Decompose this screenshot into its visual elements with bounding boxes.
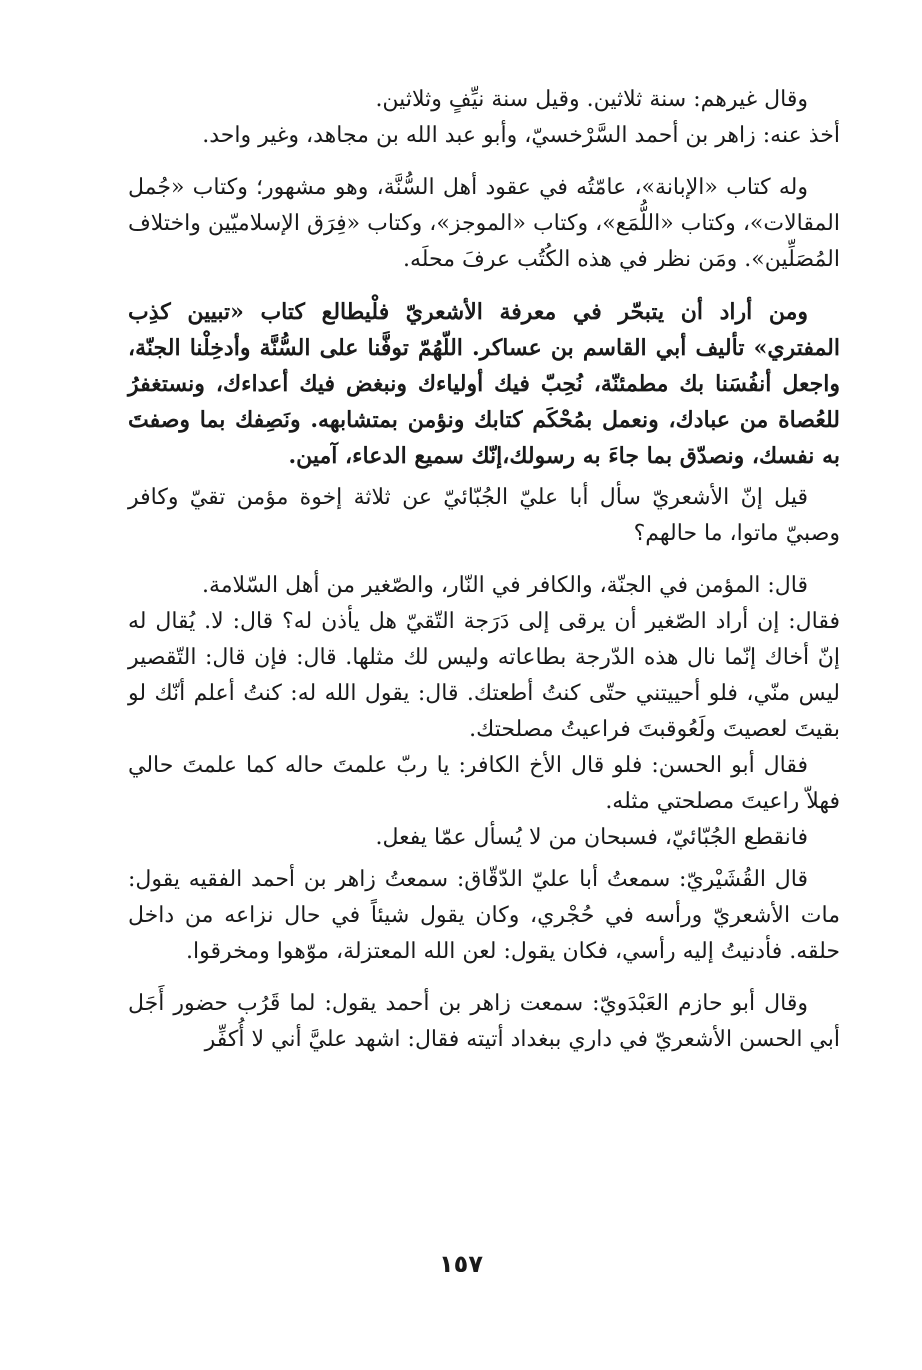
paragraph-2: أخذ عنه: زاهر بن أحمد السَّرْخسيّ، وأبو عبد الله بن مجاهد، وغير واحد. <box>202 123 840 148</box>
paragraph-3: وله كتاب «الإبانة»، عامّتُه في عقود أهل السُّنَّة، وهو مشهور؛ وكتاب «جُمل المقالات»، وكتاب «اللُّمَع»، وكتاب «الموجز»، وكتاب «فِرَق الإسلاميّين واختلاف المُصَلِّين». ومَن نظر في هذه الكُتُب عرفَ محلَه. <box>128 175 840 272</box>
paragraph-10: قال القُشَيْريّ: سمعتُ أبا عليّ الدّقّاق: سمعتُ زاهر بن أحمد الفقيه يقول: مات الأشعريّ ورأسه في حُجْري، وكان يقول شيئاً في حال نزاعه من داخل حلقه. فأدنيتُ إليه رأسي، فكان يقول: لعن الله المعتزلة، موّهوا ومخرقوا. <box>128 867 840 964</box>
paragraph-8: فقال أبو الحسن: فلو قال الأخ الكافر: يا ربّ علمتَ حاله كما علمتَ حالي فهلاّ راعيتَ مصلحتي مثله. <box>128 753 840 814</box>
paragraph-7: فقال: إن أراد الصّغير أن يرقى إلى دَرَجة التّقيّ هل يأذن له؟ قال: لا. يُقال له إنّ أخاك إنّما نال هذه الدّرجة بطاعاته وليس لك مثلها. قال: فإن قال: التّقصير ليس منّي، فلو أحييتني حتّى كنتُ أطعتك. قال: يقول الله له: كنتُ أعلم أنّك لو بقيتَ لعصيتَ ولَعُوقبتَ فراعيتُ مصلحتك. <box>128 609 840 742</box>
paragraph-4: ومن أراد أن يتبحّر في معرفة الأشعريّ فلْيطالع كتاب «تبيين كذِب المفتري» تأليف أبي القاسم بن عساكر. اللّهُمّ توفَّنا على السُّنَّة وأدخِلْنا الجنّة، واجعل أنفُسَنا بك مطمئنّة، نُحِبّ فيك أولياءك ونبغض فيك أعداءك، ونستغفرُ للعُصاة من عبادك، ونعمل بمُحْكَم كتابك ونؤمن بمتشابهه. ونَصِفك بما وصفتَ به نفسك، ونصدّق بما جاءَ به رسولك،إنّك سميع الدعاء، آمين. <box>128 299 840 469</box>
paragraph-9: فانقطع الجُبّائيّ، فسبحان من لا يُسأل عمّا يفعل. <box>375 825 808 850</box>
paragraph-5: قيل إنّ الأشعريّ سأل أبا عليّ الجُبّائيّ عن ثلاثة إخوة مؤمن تقيّ وكافر وصبيّ ماتوا، ما حالهم؟ <box>128 485 840 546</box>
paragraph-11: وقال أبو حازم العَبْدَويّ: سمعت زاهر بن أحمد يقول: لما قَرُب حضور أَجَل أبي الحسن الأشعريّ في داري ببغداد أتيته فقال: اشهد عليَّ أني لا أُكفِّر <box>128 991 840 1052</box>
page-body <box>128 82 840 1058</box>
paragraph-1: وقال غيرهم: سنة ثلاثين. وقيل سنة نيِّفٍ وثلاثين. <box>375 87 808 112</box>
page-number: ١٥٧ <box>439 1250 483 1278</box>
paragraph-6: قال: المؤمن في الجنّة، والكافر في النّار، والصّغير من أهل السّلامة. <box>201 573 808 598</box>
